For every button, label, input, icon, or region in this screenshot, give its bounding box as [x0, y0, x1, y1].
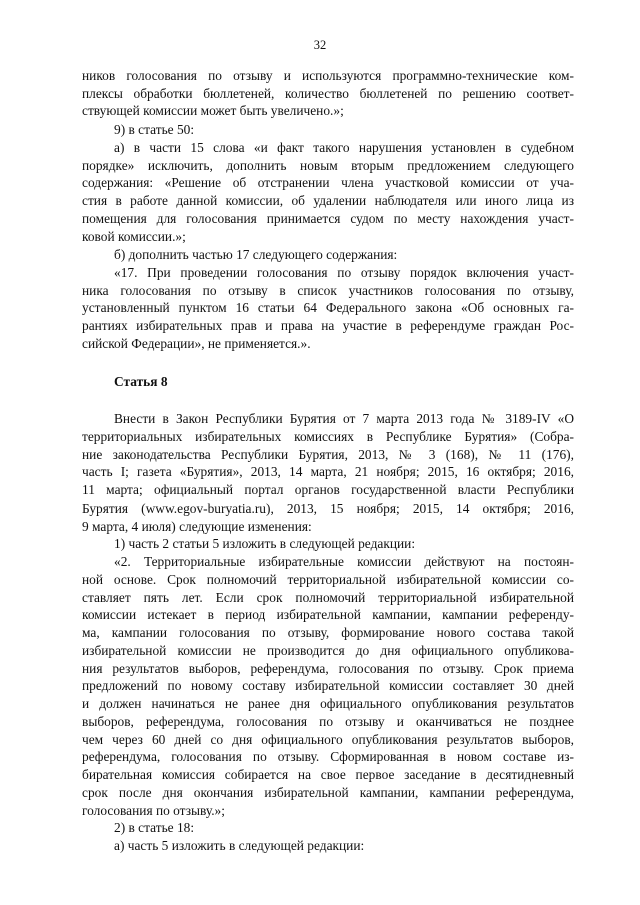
text-line: 9 марта, 4 июля) следующие изменения: — [82, 519, 312, 534]
text-line: Бурятия (www.egov-buryatia.ru), 2013, 15 ноября; 2015, 14 октября; 2016, — [82, 501, 574, 516]
article-heading: Статья 8 — [114, 374, 168, 389]
text-line: и должен начинаться не ранее дня официального опубликования результатов — [82, 696, 574, 711]
text-line: ствующей комиссии может быть увеличено.»; — [82, 103, 344, 118]
text-line: ников голосования по отзыву и используются программно-технические ком- — [82, 68, 574, 83]
page-number: 32 — [313, 38, 327, 52]
text-line: сийской Федерации», не применяется.». — [82, 336, 311, 351]
text-line: ма, кампании голосования по отзыву, формирование нового состава такой — [82, 625, 574, 640]
text-line: выборов, референдума, голосования по отзыву и оканчиваться не позднее — [82, 714, 574, 729]
text-line: 11 марта; официальный портал органов государственной власти Республики — [82, 482, 574, 497]
text-line: б) дополнить частью 17 следующего содержания: — [114, 247, 398, 262]
text-line: чем через 60 дней со дня официального опубликования результатов выборов, — [82, 732, 574, 747]
text-line: ние законодательства Республики Бурятия, 2013, № 3 (168), № 11 (176), — [82, 447, 574, 462]
text-line: порядке» исключить, дополнить новым вторым предложением следующего — [82, 158, 574, 173]
text-line: ника голосования по отзыву в список участников голосования по отзыву, — [82, 283, 574, 298]
text-line: рантиях избирательных прав и права на участие в референдуме граждан Рос- — [82, 318, 574, 333]
text-line: плексы обработки бюллетеней, количество бюллетеней по решению соответ- — [82, 86, 574, 101]
text-line: 2) в статье 18: — [114, 820, 195, 835]
text-line: референдума, голосования по отзыву. Сформированная в новом составе из- — [82, 749, 574, 764]
text-line: комиссии истекает в период избирательной кампании, кампании референду- — [82, 607, 574, 622]
text-line: предложений по новому составу избирательной комиссии составляет 30 дней — [82, 678, 574, 693]
text-line: стия в работе данной комиссии, об удалении наблюдателя или иного лица из — [82, 193, 574, 208]
text-line: ной основе. Срок полномочий территориальной избирательной комиссии со- — [82, 572, 574, 587]
text-line: «17. При проведении голосования по отзыву порядок включения участ- — [114, 265, 574, 280]
text-line: ния результатов выборов, референдума, голосования по отзыву. Срок приема — [82, 661, 574, 676]
text-line: срок после дня окончания избирательной кампании, кампании референдума, — [82, 785, 574, 800]
text-line: бирательная комиссия собирается на свое первое заседание в десятидневный — [82, 767, 574, 782]
text-line: 9) в статье 50: — [114, 122, 195, 137]
text-line: территориальных избирательных комиссиях в Республике Бурятия» (Собра- — [82, 429, 574, 444]
text-line: 1) часть 2 статьи 5 изложить в следующей редакции: — [114, 536, 416, 551]
text-line: избирательной комиссии не производится до дня официального опубликова- — [82, 643, 574, 658]
text-line: «2. Территориальные избирательные комиссии действуют на постоян- — [114, 554, 574, 569]
text-line: а) в части 15 слова «и факт такого нарушения установлен в судебном — [114, 140, 574, 155]
text-line: содержания: «Решение об отстранении члена участковой комиссии от уча- — [82, 175, 574, 190]
text-line: ковой комиссии.»; — [82, 229, 186, 244]
text-line: голосования по отзыву.»; — [82, 803, 225, 818]
text-line: а) часть 5 изложить в следующей редакции: — [114, 838, 365, 853]
text-line: часть I; газета «Бурятия», 2013, 14 марта, 21 ноября; 2015, 16 октября; 2016, — [82, 464, 574, 479]
text-line: помещения для голосования принимается судом по месту нахождения участ- — [82, 211, 574, 226]
text-line: ставляет пять лет. Если срок полномочий территориальной избирательной — [82, 590, 574, 605]
text-line: Внести в Закон Республики Бурятия от 7 марта 2013 года № 3189-IV «О — [114, 411, 574, 426]
text-line: установленный пунктом 16 статьи 64 Федерального закона «Об основных га- — [82, 300, 574, 315]
